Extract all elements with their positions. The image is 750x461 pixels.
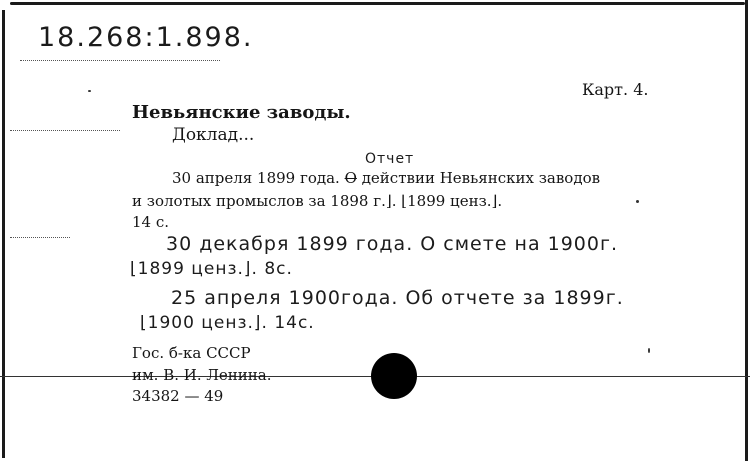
struck-word: О	[344, 169, 357, 187]
handwritten-entry-2: ⌊1899 ценз.⌋. 8с.	[130, 259, 293, 279]
handwritten-insert: Отчет	[365, 151, 415, 167]
entry-line-1	[172, 169, 600, 187]
dotted-trace	[10, 130, 120, 132]
title-heading: Невьянские заводы.	[132, 102, 351, 123]
subtitle: Доклад...	[172, 125, 255, 145]
speck	[88, 90, 91, 92]
handwritten-entry-3: 25 апреля 1900года. Об отчете за 1899г.	[171, 287, 624, 309]
print-number: 34382 — 49	[132, 387, 224, 405]
punch-hole	[371, 353, 417, 399]
card-edge-top	[10, 2, 745, 5]
handwritten-entry-4: ⌊1900 ценз.⌋. 14с.	[140, 313, 315, 333]
card-number: Карт. 4.	[582, 80, 649, 99]
speck	[636, 200, 639, 203]
entry-line-1-pre: 30 апреля 1899 года.	[172, 169, 340, 187]
card-edge-right	[745, 0, 748, 461]
dotted-trace	[10, 237, 70, 239]
dotted-trace	[20, 60, 220, 62]
call-number: 18.268:1.898.	[38, 22, 254, 53]
handwritten-entry-1: 30 декабря 1899 года. О смете на 1900г.	[166, 233, 619, 255]
entry-line-3: 14 с.	[132, 213, 170, 231]
library-name-line-2: им. В. И. Ленина.	[132, 366, 272, 384]
speck	[648, 348, 650, 353]
entry-line-2: и золотых промыслов за 1898 г.⌋. ⌊1899 ценз.⌋.	[132, 192, 503, 210]
entry-line-1-post: действии Невьянских заводов	[361, 169, 601, 187]
card-edge-left	[2, 10, 5, 458]
library-name: Гос. б-ка СССР	[132, 344, 251, 362]
